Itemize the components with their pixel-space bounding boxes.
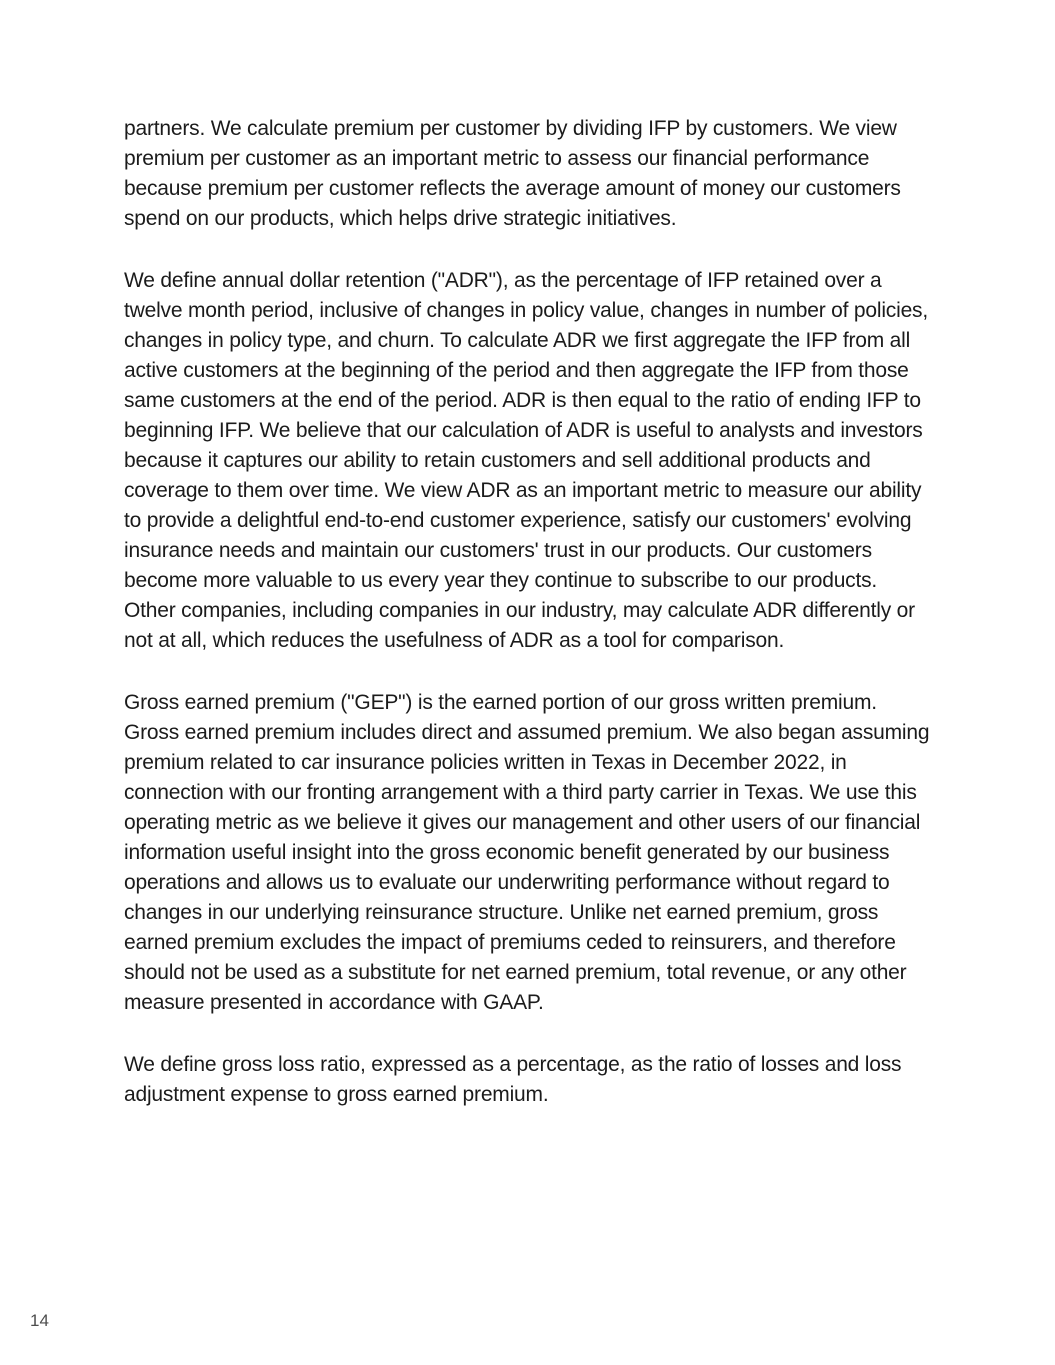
page-number: 14 <box>30 1311 49 1330</box>
paragraph-gross-loss-ratio: We define gross loss ratio, expressed as a percentage, as the ratio of losses and loss adjustment expense to gross earned premium. <box>124 1053 902 1106</box>
paragraph-annual-dollar-retention: We define annual dollar retention ("ADR"), as the percentage of IFP retained over a twelve month period, inclusive of changes in policy value, changes in number of policies, changes in policy type, and churn. To calculate ADR we first aggregate the IFP from all active customers at the beginning of the period and then aggregate the IFP from those same customers at the end of the period. ADR is then equal to the ratio of ending IFP to beginning IFP. We believe that our calculation of ADR is useful to analysts and investors because it captures our ability to retain customers and sell additional products and coverage to them over time. We view ADR as an important metric to measure our ability to provide a delightful end-to-end customer experience, satisfy our customers' evolving insurance needs and maintain our customers' trust in our products. Our customers become more valuable to us every year they continue to subscribe to our products. Other companies, including companies in our industry, may calculate ADR differently or not at all, which reduces the usefulness of ADR as a tool for comparison. <box>124 269 928 652</box>
paragraph-premium-per-customer: partners. We calculate premium per customer by dividing IFP by customers. We view premium per customer as an important metric to assess our financial performance because premium per customer reflects the average amount of money our customers spend on our products, which helps drive strategic initiatives. <box>124 117 901 230</box>
body-text <box>124 114 934 1142</box>
paragraph-gross-earned-premium: Gross earned premium ("GEP") is the earned portion of our gross written premium. Gross earned premium includes direct and assumed premium. We also began assuming premium related to car insurance policies written in Texas in December 2022, in connection with our fronting arrangement with a third party carrier in Texas. We use this operating metric as we believe it gives our management and other users of our financial information useful insight into the gross economic benefit generated by our business operations and allows us to evaluate our underwriting performance without regard to changes in our underlying reinsurance structure. Unlike net earned premium, gross earned premium excludes the impact of premiums ceded to reinsurers, and therefore should not be used as a substitute for net earned premium, total revenue, or any other measure presented in accordance with GAAP. <box>124 691 930 1014</box>
